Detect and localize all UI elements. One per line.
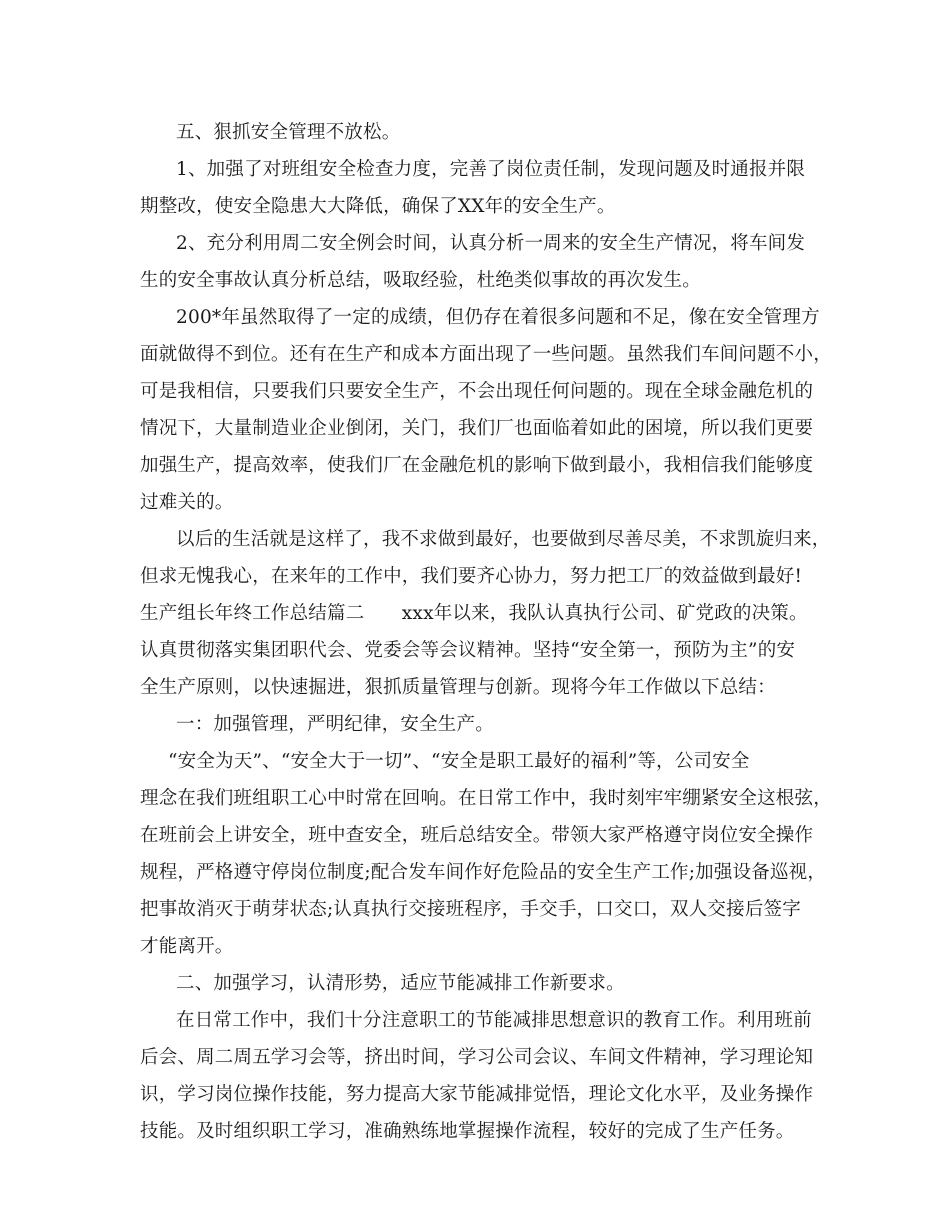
text-line: 把事故消灭于萌芽状态;认真执行交接班程序，手交手，口交口，双人交接后签字 [140, 899, 801, 920]
text-line: 生的安全事故认真分析总结，吸取经验，杜绝类似事故的再次发生。 [140, 270, 702, 291]
text-line: 面就做得不到位。还有在生产和成本方面出现了一些问题。虽然我们车间问题不小， [140, 344, 832, 365]
text-line: 但求无愧我心，在来年的工作中，我们要齐心协力，努力把工厂的效益做到最好! [140, 566, 803, 587]
text-line: 技能。及时组织职工学习，准确熟练地掌握操作流程，较好的完成了生产任务。 [140, 1121, 795, 1142]
text-line: 一：加强管理，严明纪律，安全生产。 [176, 714, 494, 735]
text-line: 在班前会上讲安全，班中查安全，班后总结安全。带领大家严格遵守岗位安全操作 [140, 825, 814, 846]
text-line: 全生产原则，以快速掘进，狠抓质量管理与创新。现将今年工作做以下总结： [140, 677, 776, 698]
text-line: 二、加强学习，认清形势，适应节能减排工作新要求。 [176, 973, 625, 994]
text-line: 期整改，使安全隐患大大降低，确保了XX年的安全生产。 [140, 196, 616, 217]
text-line: 生产组长年终工作总结篇二 xxx年以来，我队认真执行公司、矿党政的决策。 [140, 603, 808, 624]
text-line: 在日常工作中，我们十分注意职工的节能减排思想意识的教育工作。利用班前 [176, 1010, 812, 1031]
text-line: 规程，严格遵守停岗位制度;配合发车间作好危险品的安全生产工作;加强设备巡视， [140, 862, 827, 883]
text-line: 才能离开。 [140, 936, 234, 957]
text-line: 1、加强了对班组安全检查力度，完善了岗位责任制，发现问题及时通报并限 [176, 159, 806, 180]
text-line: 识，学习岗位操作技能，努力提高大家节能减排觉悟，理论文化水平，及业务操作 [140, 1084, 814, 1105]
text-line: 认真贯彻落实集团职代会、党委会等会议精神。坚持“安全第一，预防为主”的安 [140, 640, 796, 661]
text-line: 情况下，大量制造业企业倒闭，关门，我们厂也面临着如此的困境，所以我们更要 [140, 418, 814, 439]
text-line: 加强生产，提高效率，使我们厂在金融危机的影响下做到最小，我相信我们能够度 [140, 455, 814, 476]
text-line: 后会、周二周五学习会等，挤出时间，学习公司会议、车间文件精神，学习理论知 [140, 1047, 814, 1068]
text-line: 200*年虽然取得了一定的成绩，但仍存在着很多问题和不足，像在安全管理方 [176, 307, 820, 328]
text-line: 理念在我们班组职工心中时常在回响。在日常工作中，我时刻牢牢绷紧安全这根弦， [140, 788, 832, 809]
text-line: “安全为天”、“安全大于一切”、“安全是职工最好的福利”等，公司安全 [168, 751, 750, 772]
text-line: 可是我相信，只要我们只要安全生产，不会出现任何问题的。现在全球金融危机的 [140, 381, 814, 402]
text-line: 五、狠抓安全管理不放松。 [176, 122, 401, 143]
text-line: 2、充分利用周二安全例会时间，认真分析一周来的安全生产情况，将车间发 [176, 233, 806, 254]
text-line: 过难关的。 [140, 492, 234, 513]
text-line: 以后的生活就是这样了，我不求做到最好，也要做到尽善尽美，不求凯旋归来， [176, 529, 831, 550]
